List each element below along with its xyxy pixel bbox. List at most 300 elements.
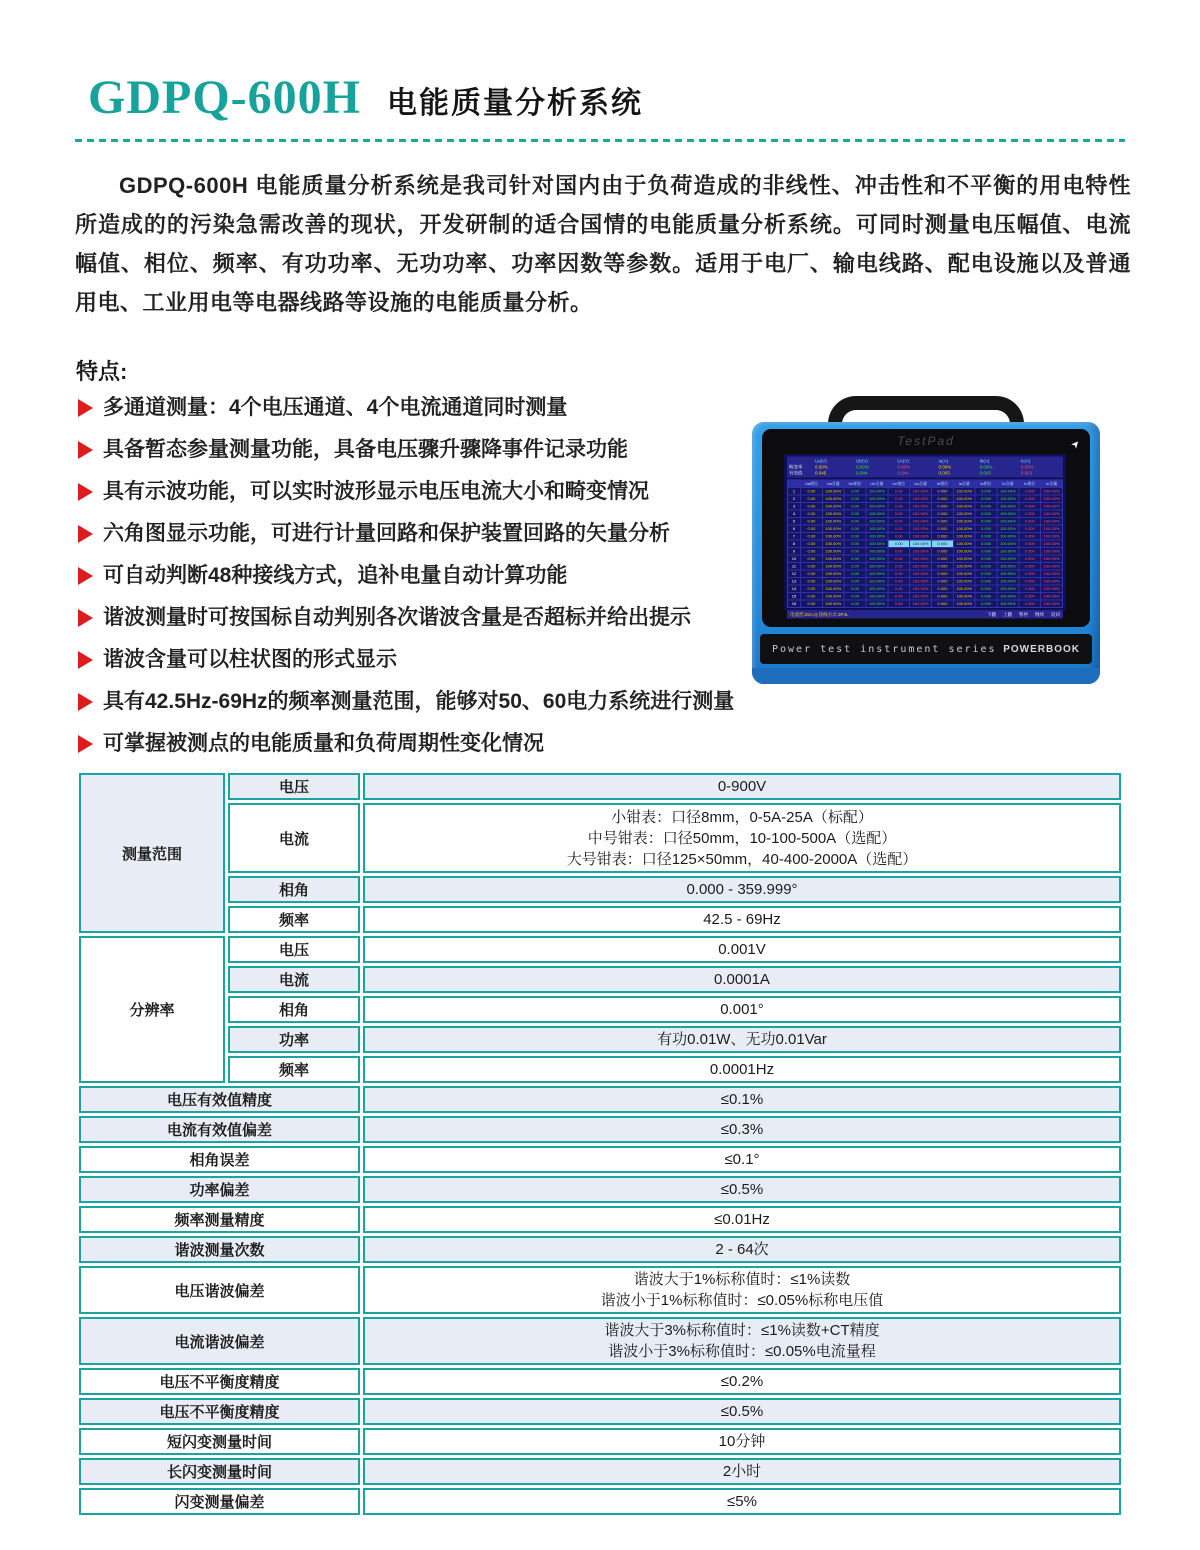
spec-value-cell — [363, 876, 1121, 903]
screen-grid-cell: 0.000 — [1019, 503, 1041, 511]
screen-grid-cell: 100.00% — [1041, 540, 1063, 548]
screen-grid-cell: 100.00% — [822, 495, 844, 503]
screen-grid-cell: 0.00 — [844, 510, 866, 518]
screen-grid-cell: 0.000 — [1019, 600, 1041, 608]
screen-grid-cell: 100.00% — [953, 510, 975, 518]
screen-grid-cell: 0.000 — [932, 503, 954, 511]
screen-summary — [787, 457, 1063, 478]
cursor-icon: ➤ — [1068, 437, 1083, 452]
feature-item — [78, 479, 738, 505]
spec-value-cell — [363, 1266, 1121, 1314]
screen-grid-cell: 8 — [788, 540, 801, 548]
summary-channel: Ub(V) 0.00% 0.044 — [856, 458, 869, 476]
screen-grid-cell: 0.00 — [844, 578, 866, 586]
screen-grid-cell: 0.00 — [888, 510, 910, 518]
screen-grid-cell: 0.000 — [975, 510, 997, 518]
spec-row — [79, 1266, 1121, 1314]
device-base — [752, 668, 1100, 684]
device-model-label: POWERBOOK — [1003, 643, 1080, 655]
screen-grid-cell: Uc含量 — [910, 480, 932, 488]
screen-grid-cell: 100.00% — [910, 578, 932, 586]
feature-item — [78, 395, 738, 421]
screen-grid-cell: 100.00% — [822, 555, 844, 563]
screen-grid-cell: 100.00% — [1041, 585, 1063, 593]
screen-grid-cell: 100.00% — [997, 503, 1019, 511]
spec-label-cell: 电压不平衡度精度 — [79, 1368, 360, 1395]
spec-value-cell — [363, 803, 1121, 873]
screen-grid-cell: 0.000 — [932, 510, 954, 518]
spec-value-line: ≤0.1% — [720, 1091, 764, 1108]
spec-value-cell — [363, 1146, 1121, 1173]
feature-text: 谐波测量时可按国标自动判别各次谐波含量是否超标并给出提示 — [103, 606, 691, 629]
screen-grid-cell: 100.00% — [822, 578, 844, 586]
triangle-bullet-icon — [78, 525, 93, 543]
spec-row — [79, 1056, 1121, 1083]
screen-grid-cell: 100.00% — [953, 488, 975, 496]
spec-value-cell — [363, 1317, 1121, 1365]
screen-grid-cell: 100.00% — [1041, 600, 1063, 608]
screen-grid-cell: 0.000 — [932, 533, 954, 541]
spec-row — [79, 1488, 1121, 1515]
screen-grid-cell: 100.00% — [866, 488, 888, 496]
screen-grid-cell: 100.00% — [953, 518, 975, 526]
feature-text: 具备暂态参量测量功能，具备电压骤升骤降事件记录功能 — [103, 438, 628, 461]
screen-grid-cell: 0.000 — [932, 600, 954, 608]
screen-grid-cell: 100.00% — [953, 540, 975, 548]
feature-text: 具有示波功能，可以实时波形显示电压电流大小和畸变情况 — [103, 480, 649, 503]
screen-grid-cell: 0.000 — [975, 525, 997, 533]
screen-status-bar — [787, 610, 1063, 619]
screen-grid-cell: 4 — [788, 510, 801, 518]
features-list — [78, 395, 738, 773]
spec-value-line: 2 - 64次 — [715, 1241, 769, 1258]
spec-row — [79, 773, 1121, 800]
spec-value-cell — [363, 773, 1121, 800]
spec-label-cell: 谐波测量次数 — [79, 1236, 360, 1263]
screen-grid-cell: Ia含量 — [953, 480, 975, 488]
screen-grid-cell: 0.000 — [932, 555, 954, 563]
screen-grid-cell: 100.00% — [953, 578, 975, 586]
screen-grid-cell: 100.00% — [910, 503, 932, 511]
screen-grid-cell: 0.00 — [844, 533, 866, 541]
feature-text: 六角图显示功能，可进行计量回路和保护装置回路的矢量分析 — [103, 522, 670, 545]
spec-value-line: ≤0.1° — [724, 1151, 760, 1168]
screen-grid-cell: 100.00% — [997, 578, 1019, 586]
screen-grid-cell: 0.000 — [932, 563, 954, 571]
screen-grid-cell: 15 — [788, 593, 801, 601]
screen-grid-cell: 11 — [788, 563, 801, 571]
screen-grid-cell: 100.00% — [866, 548, 888, 556]
screen-grid-cell: 100.00% — [953, 585, 975, 593]
screen-grid-cell: 100.00% — [822, 563, 844, 571]
screen-grid-cell: 0.000 — [1019, 585, 1041, 593]
features-heading: 特点: — [76, 359, 128, 384]
triangle-bullet-icon — [78, 483, 93, 501]
screen-grid-cell: Ic相位 — [1019, 480, 1041, 488]
feature-item — [78, 731, 738, 757]
screen-grid-cell: 100.00% — [866, 570, 888, 578]
screen-grid-cell: 100.00% — [866, 518, 888, 526]
triangle-bullet-icon — [78, 609, 93, 627]
screen-grid-cell: 0.000 — [932, 488, 954, 496]
screen-grid-cell: 0.00 — [801, 578, 823, 586]
screen-grid-cell: Uc相位 — [888, 480, 910, 488]
screen-grid-cell: 100.00% — [866, 533, 888, 541]
spec-table — [76, 770, 1124, 1518]
screen-grid-cell: 100.00% — [866, 593, 888, 601]
spec-value-line: ≤5% — [727, 1493, 757, 1510]
screen-grid-cell: 0.00 — [888, 495, 910, 503]
screen-grid-cell: 100.00% — [866, 555, 888, 563]
spec-table-body — [79, 773, 1121, 1515]
screen-grid-cell: 0.00 — [844, 548, 866, 556]
intro-paragraph: GDPQ-600H 电能质量分析系统是我司针对国内由于负荷造成的非线性、冲击性和不平衡的用电特性所造成的的污染急需改善的现状，开发研制的适合国情的电能质量分析系统。可同时测量电压幅值、电流幅值、相位、频率、有功功率、无功功率、功率因数等参数。适用于电厂、输电线路、配电设施以及普通用电、工业用电等电器线路等设施的电能质量分析。 — [75, 173, 1131, 315]
spec-value-line: ≤0.5% — [720, 1403, 764, 1420]
screen-grid-cell: 100.00% — [822, 518, 844, 526]
triangle-bullet-icon — [78, 399, 93, 417]
spec-section — [76, 770, 1124, 1518]
spec-row — [79, 1317, 1121, 1365]
spec-value-line: 0.001° — [720, 1001, 764, 1018]
screen-grid-cell: 100.00% — [822, 585, 844, 593]
feature-text: 可自动判断48种接线方式，追补电量自动计算功能 — [103, 564, 568, 587]
screen-grid-cell: 0.00 — [844, 593, 866, 601]
feature-text: 具有42.5Hz-69Hz的频率测量范围，能够对50、60电力系统进行测量 — [103, 690, 735, 713]
spec-label-cell: 相角误差 — [79, 1146, 360, 1173]
spec-label-cell: 电流 — [228, 966, 360, 993]
screen-grid-cell: 100.00% — [822, 533, 844, 541]
spec-label-cell: 电流谐波偏差 — [79, 1317, 360, 1365]
screen-grid-cell: 100.00% — [997, 533, 1019, 541]
screen-grid-cell: 100.00% — [1041, 570, 1063, 578]
screen-grid-cell: 0.00 — [844, 495, 866, 503]
screen-grid-cell: 100.00% — [997, 570, 1019, 578]
screen-grid — [787, 480, 1063, 609]
screen-grid-cell: 0.00 — [844, 585, 866, 593]
spec-label-cell: 电压谐波偏差 — [79, 1266, 360, 1314]
triangle-bullet-icon — [78, 693, 93, 711]
screen-grid-cell: Ub含量 — [866, 480, 888, 488]
screen-grid-cell: 0.00 — [888, 563, 910, 571]
screen-grid-cell: 0.00 — [844, 540, 866, 548]
screen-grid-cell: 7 — [788, 533, 801, 541]
spec-value-cell — [363, 1056, 1121, 1083]
screen-grid-cell: 100.00% — [1041, 563, 1063, 571]
title-divider — [75, 139, 1125, 142]
screen-grid-cell: 0.000 — [1019, 540, 1041, 548]
spec-group-cell: 分辨率 — [79, 936, 225, 1083]
screen-grid-cell: 100.00% — [1041, 488, 1063, 496]
screen-grid-cell: 0.000 — [1019, 533, 1041, 541]
screen-grid-cell: Ia相位 — [932, 480, 954, 488]
spec-value-line: 0.001V — [718, 941, 766, 958]
spec-row — [79, 1236, 1121, 1263]
spec-value-cell — [363, 1368, 1121, 1395]
screen-grid-cell: 0.000 — [932, 525, 954, 533]
screen-grid-cell: 100.00% — [866, 503, 888, 511]
spec-value-line: 0.000 - 359.999° — [686, 881, 798, 898]
screen-grid-cell: 0.00 — [888, 548, 910, 556]
spec-row — [79, 1428, 1121, 1455]
spec-label-cell: 相角 — [228, 996, 360, 1023]
feature-item — [78, 521, 738, 547]
screen-status-text: 电流档:25A,Q 接线方式:3P4L — [790, 612, 849, 617]
screen-grid-cell: 0.00 — [801, 503, 823, 511]
spec-row — [79, 936, 1121, 963]
screen-menu-item: 返回 — [1050, 612, 1060, 617]
screen-grid-cell: 100.00% — [822, 488, 844, 496]
screen-grid-cell: 100.00% — [822, 548, 844, 556]
screen-grid-cell: 0.000 — [1019, 563, 1041, 571]
device-screen — [784, 454, 1066, 617]
feature-item — [78, 437, 738, 463]
screen-grid-cell: 100.00% — [1041, 533, 1063, 541]
spec-value-cell — [363, 1206, 1121, 1233]
screen-grid-cell: 0.00 — [801, 585, 823, 593]
spec-value-line: 0-900V — [717, 778, 767, 795]
screen-content — [784, 454, 1066, 617]
screen-grid-cell: 100.00% — [910, 600, 932, 608]
spec-row — [79, 1116, 1121, 1143]
screen-grid-cell: 0.00 — [801, 548, 823, 556]
screen-grid-cell: 0.000 — [932, 518, 954, 526]
screen-grid-cell: 0.000 — [975, 555, 997, 563]
spec-value-line: 小钳表：口径8mm，0-5A-25A（标配） — [611, 808, 873, 826]
spec-row — [79, 876, 1121, 903]
summary-channel: Uc(V) 0.00% 0.044 — [897, 458, 911, 476]
spec-row — [79, 996, 1121, 1023]
screen-menu-item: 上翻 — [1002, 612, 1012, 617]
screen-grid-cell: 100.00% — [1041, 495, 1063, 503]
device-brand-label: TestPad — [897, 434, 955, 448]
screen-grid-cell: Ib含量 — [997, 480, 1019, 488]
screen-grid-cell: 0.00 — [801, 555, 823, 563]
spec-label-cell: 电压 — [228, 936, 360, 963]
screen-grid-cell: 0.000 — [932, 593, 954, 601]
spec-label-cell: 频率测量精度 — [79, 1206, 360, 1233]
screen-grid-cell: 0.00 — [844, 488, 866, 496]
spec-value-line: ≤0.2% — [720, 1373, 764, 1390]
screen-grid-cell: 100.00% — [910, 510, 932, 518]
screen-grid-cell: 0.000 — [1019, 518, 1041, 526]
page-subtitle: 电能质量分析系统 — [386, 87, 643, 120]
screen-grid-cell: 0.00 — [844, 570, 866, 578]
screen-grid-cell: 100.00% — [910, 488, 932, 496]
screen-grid-cell: 100.00% — [997, 585, 1019, 593]
screen-menu-item: 下翻 — [986, 612, 996, 617]
screen-grid-cell: 100.00% — [866, 540, 888, 548]
screen-grid-cell: 0.000 — [975, 518, 997, 526]
screen-grid-cell: 0.000 — [975, 540, 997, 548]
screen-grid-cell: 0.00 — [801, 600, 823, 608]
screen-grid-cell: 100.00% — [910, 585, 932, 593]
spec-value-cell — [363, 1026, 1121, 1053]
screen-grid-cell: 100.00% — [997, 555, 1019, 563]
screen-grid-cell: 0.00 — [888, 540, 910, 548]
spec-value-cell — [363, 1236, 1121, 1263]
spec-row — [79, 966, 1121, 993]
screen-grid-cell: 0.000 — [1019, 578, 1041, 586]
screen-grid-cell: 0.00 — [801, 488, 823, 496]
screen-grid-cell: 100.00% — [1041, 510, 1063, 518]
spec-label-cell: 电压不平衡度精度 — [79, 1398, 360, 1425]
spec-value-line: ≤0.3% — [720, 1121, 764, 1138]
screen-grid-cell: 100.00% — [822, 540, 844, 548]
feature-text: 谐波含量可以柱状图的形式显示 — [103, 648, 397, 671]
screen-grid-cell: 0.00 — [888, 503, 910, 511]
spec-row — [79, 1458, 1121, 1485]
screen-grid-cell: 100.00% — [997, 563, 1019, 571]
spec-row — [79, 1206, 1121, 1233]
screen-grid-cell: 100.00% — [953, 570, 975, 578]
screen-grid-cell: 100.00% — [910, 548, 932, 556]
device-bezel — [762, 429, 1090, 627]
screen-grid-cell: 13 — [788, 578, 801, 586]
screen-grid-cell: 0.000 — [975, 585, 997, 593]
screen-grid-cell: 100.00% — [997, 495, 1019, 503]
spec-value-line: 42.5 - 69Hz — [703, 911, 781, 928]
spec-label-cell: 电流有效值偏差 — [79, 1116, 360, 1143]
device-photo — [752, 396, 1100, 692]
screen-grid-cell: 0.000 — [932, 585, 954, 593]
screen-grid-cell: 100.00% — [997, 518, 1019, 526]
screen-grid-cell: 0.00 — [801, 593, 823, 601]
screen-grid-cell: 100.00% — [822, 593, 844, 601]
spec-value-cell — [363, 1116, 1121, 1143]
screen-grid-cell: 100.00% — [822, 510, 844, 518]
feature-item — [78, 605, 738, 631]
spec-label-cell: 功率偏差 — [79, 1176, 360, 1203]
feature-text: 多通道测量：4个电压通道、4个电流通道同时测量 — [103, 396, 568, 419]
screen-grid-cell: 100.00% — [1041, 518, 1063, 526]
screen-menu — [987, 611, 1060, 618]
screen-grid-cell: 0.000 — [1019, 548, 1041, 556]
screen-grid-cell: 100.00% — [910, 555, 932, 563]
screen-grid-cell: 100.00% — [997, 593, 1019, 601]
screen-grid-cell: 0.00 — [888, 533, 910, 541]
screen-grid-cell: 100.00% — [953, 495, 975, 503]
screen-grid-cell: 0.00 — [801, 518, 823, 526]
screen-grid-cell: 12 — [788, 570, 801, 578]
spec-label-cell: 频率 — [228, 906, 360, 933]
screen-grid-cell: 0.00 — [888, 593, 910, 601]
screen-grid-cell: 0.000 — [932, 570, 954, 578]
screen-grid-cell: Ic含量 — [1041, 480, 1063, 488]
spec-row — [79, 1086, 1121, 1113]
feature-item — [78, 689, 738, 715]
screen-grid-cell: 100.00% — [910, 540, 932, 548]
spec-value-line: ≤0.01Hz — [714, 1211, 770, 1228]
screen-menu-item: 继续 — [1034, 612, 1044, 617]
screen-grid-cell: 0.00 — [888, 585, 910, 593]
screen-grid-cell: 100.00% — [910, 525, 932, 533]
screen-grid-cell: 0.000 — [932, 540, 954, 548]
screen-grid-cell: 0.000 — [975, 578, 997, 586]
spec-label-cell: 电流 — [228, 803, 360, 873]
device-bottom-strip — [760, 634, 1092, 664]
screen-grid-cell: 0.00 — [888, 518, 910, 526]
screen-grid-cell: 100.00% — [1041, 503, 1063, 511]
spec-row — [79, 1146, 1121, 1173]
spec-value-line: ≤0.5% — [720, 1181, 764, 1198]
screen-grid-cell: 100.00% — [953, 555, 975, 563]
screen-grid-cell: 0.00 — [801, 563, 823, 571]
device-case — [752, 422, 1100, 684]
screen-grid-cell: 0.000 — [975, 563, 997, 571]
screen-grid-cell: 100.00% — [822, 503, 844, 511]
screen-grid-cell: 0.000 — [975, 593, 997, 601]
spec-value-line: 0.0001Hz — [709, 1061, 775, 1078]
spec-value-line: 2小时 — [722, 1463, 762, 1480]
screen-grid-cell: 0.000 — [1019, 488, 1041, 496]
screen-grid-cell: 2 — [788, 495, 801, 503]
screen-grid-cell: 0.000 — [1019, 495, 1041, 503]
screen-grid-cell: 100.00% — [953, 600, 975, 608]
screen-grid-cell: 100.00% — [953, 563, 975, 571]
spec-value-line: 有功0.01W、无功0.01Var — [657, 1031, 827, 1048]
spec-label-cell: 频率 — [228, 1056, 360, 1083]
spec-label-cell: 短闪变测量时间 — [79, 1428, 360, 1455]
spec-label-cell: 相角 — [228, 876, 360, 903]
spec-value-cell — [363, 1086, 1121, 1113]
screen-grid-cell: Ib相位 — [975, 480, 997, 488]
screen-grid-cell: 0.00 — [844, 563, 866, 571]
screen-grid-cell: 100.00% — [1041, 525, 1063, 533]
screen-grid-cell: 14 — [788, 585, 801, 593]
screen-grid-cell: 0.00 — [888, 525, 910, 533]
screen-grid-cell: 100.00% — [910, 533, 932, 541]
triangle-bullet-icon — [78, 735, 93, 753]
summary-channel: Ib(A) 0.00% 0.003 — [979, 458, 993, 476]
screen-grid-cell: 0.00 — [844, 518, 866, 526]
screen-grid-cell: Ua相位 — [801, 480, 823, 488]
screen-grid-cell: 100.00% — [866, 600, 888, 608]
page-header — [88, 70, 643, 125]
screen-grid-cell: 0.00 — [801, 525, 823, 533]
screen-grid-cell: 0.000 — [932, 495, 954, 503]
screen-grid-cell — [788, 480, 801, 488]
screen-grid-cell: Ua含量 — [822, 480, 844, 488]
feature-text: 可掌握被测点的电能质量和负荷周期性变化情况 — [103, 732, 544, 755]
screen-grid-cell: 100.00% — [910, 593, 932, 601]
spec-label-cell: 功率 — [228, 1026, 360, 1053]
spec-value-line: 大号钳表：口径125×50mm，40-400-2000A（选配） — [566, 850, 918, 868]
screen-grid-cell: 100.00% — [866, 578, 888, 586]
screen-grid-cell: 100.00% — [997, 525, 1019, 533]
screen-grid-cell: 100.00% — [866, 510, 888, 518]
spec-value-line: 0.0001A — [714, 971, 770, 988]
screen-grid-cell: 0.00 — [801, 533, 823, 541]
screen-grid-cell: 100.00% — [1041, 555, 1063, 563]
screen-grid-cell: 100.00% — [910, 518, 932, 526]
spec-label-cell: 电压有效值精度 — [79, 1086, 360, 1113]
screen-grid-cell: 100.00% — [822, 525, 844, 533]
screen-grid-cell: 0.00 — [844, 555, 866, 563]
screen-grid-cell: 0.00 — [888, 578, 910, 586]
screen-grid-cell: 0.000 — [1019, 555, 1041, 563]
screen-grid-cell: 0.00 — [888, 555, 910, 563]
screen-grid-cell: 6 — [788, 525, 801, 533]
screen-grid-cell: 0.00 — [801, 540, 823, 548]
spec-value-line: 谐波大于3%标称值时：≤1%读数+CT精度 — [604, 1322, 880, 1339]
feature-item — [78, 563, 738, 589]
spec-value-line: 10分钟 — [718, 1433, 766, 1450]
triangle-bullet-icon — [78, 441, 93, 459]
screen-grid-cell: 0.000 — [975, 488, 997, 496]
summary-channel: Ic(A) 0.00% 0.003 — [1020, 458, 1034, 476]
summary-channel: Ia(A) 0.00% 0.003 — [938, 458, 952, 476]
screen-grid-cell: 100.00% — [953, 593, 975, 601]
